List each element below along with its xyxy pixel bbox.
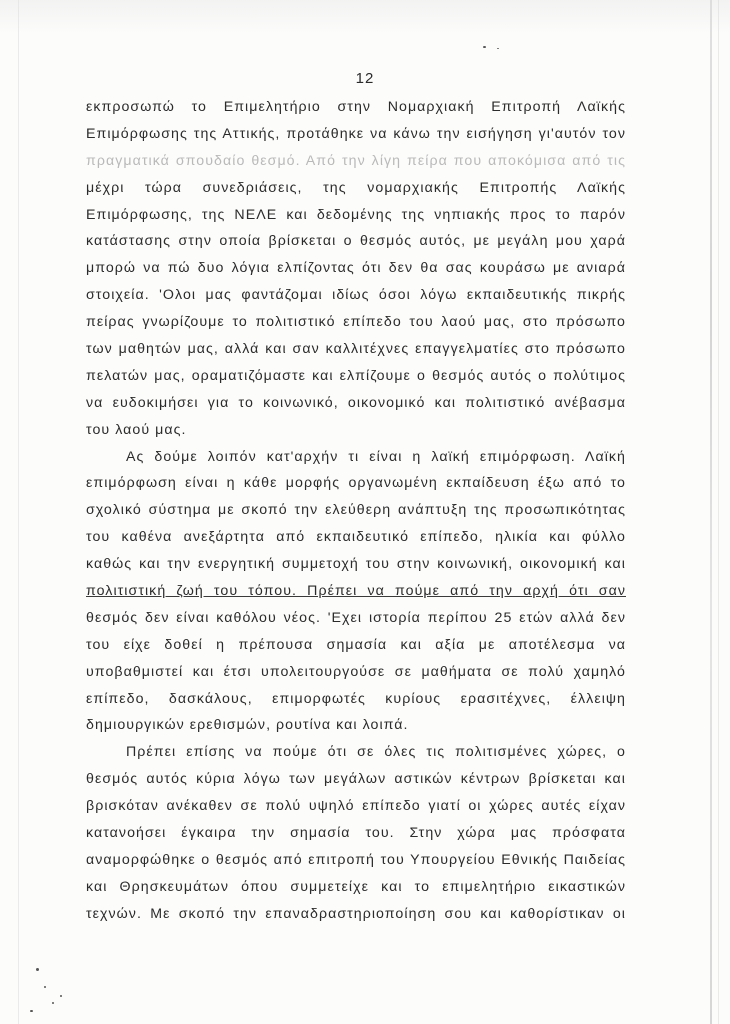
text-line: στοιχεία. 'Ολοι μας φαντάζομαι ιδίως όσοι λόγω εκπαιδευτικής πικρής bbox=[86, 287, 626, 304]
text-line: εκπροσωπώ το Επιμελητήριο στην Νομαρχιακή Επιτροπή Λαϊκής bbox=[86, 99, 626, 115]
text-line: αναμορφώθηκε ο θεσμός από επιτροπή του Υπουργείου Εθνικής Παιδείας bbox=[86, 851, 626, 868]
body-text bbox=[86, 94, 626, 928]
text-line: κατανοήσει έγκαιρα την σημασία του. Στην χώρα μας πρόσφατα bbox=[86, 825, 626, 842]
page-number: 12 bbox=[355, 70, 375, 87]
text-line: κατάστασης στην οποία βρίσκεται ο θεσμός αυτός, με μεγάλη μου χαρά bbox=[86, 233, 626, 250]
text-line: του καθένα ανεξάρτητα από εκπαιδευτικό επίπεδο, ηλικία και φύλλο bbox=[86, 529, 626, 546]
text-line: βρισκόταν ανέκαθεν σε πολύ υψηλό επίπεδο γιατί οι χώρες αυτές είχαν bbox=[86, 798, 626, 815]
scan-speck bbox=[483, 46, 486, 48]
text-line: επίπεδο, δασκάλους, επιμορφωτές κυρίους ερασιτέχνες, έλλειψη bbox=[86, 690, 626, 707]
scan-edge-right-inner bbox=[718, 0, 719, 1024]
scan-edge-right bbox=[710, 0, 712, 1024]
text-line: των μαθητών μας, αλλά και σαν καλλιτέχνες επαγγελματίες στο πρόσωπο bbox=[86, 341, 626, 358]
text-line: σχολικό σύστημα με σκοπό την ελεύθερη ανάπτυξη της προσωπικότητας bbox=[86, 502, 626, 519]
scan-speck bbox=[44, 986, 46, 988]
text-line: του είχε δοθεί η πρέπουσα σημασία και αξία με αποτέλεσμα να bbox=[86, 636, 626, 653]
scan-shadow-top bbox=[0, 0, 730, 34]
scan-speck bbox=[60, 995, 62, 997]
scan-speck bbox=[52, 1002, 54, 1004]
text-line: και Θρησκευμάτων όπου συμμετείχε και το επιμελητήριο εικαστικών bbox=[86, 878, 626, 895]
text-line: του λαού μας. bbox=[86, 421, 187, 438]
text-line: υποβαθμιστεί και έτσι υπολειτουργούσε σε μαθήματα σε πολύ χαμηλό bbox=[86, 663, 626, 680]
text-line: τεχνών. Με σκοπό την επαναδραστηριοποίηση σου και καθορίστικαν οι bbox=[86, 905, 626, 922]
text-line: Επιμόρφωσης, της ΝΕΛΕ και δεδομένης της νηπιακής προς το παρόν bbox=[86, 206, 626, 223]
text-line: μέχρι τώρα συνεδριάσεις, της νομαρχιακής Επιτροπής Λαϊκής bbox=[86, 179, 626, 196]
scan-edge-left bbox=[18, 0, 19, 1024]
text-line: επιμόρφωση είναι η κάθε μορφής οργανωμένη εκπαίδευση έξω από το bbox=[86, 475, 626, 492]
text-line: δημιουργικών ερεθισμών, ρουτίνα και λοιπά. bbox=[86, 717, 409, 734]
scan-speck bbox=[497, 48, 499, 49]
text-line: θεσμός δεν είναι καθόλου νέος. 'Εχει ιστορία περίπου 25 ετών αλλά δεν bbox=[86, 609, 626, 626]
text-line: θεσμός αυτός κύρια λόγω των μεγάλων αστικών κέντρων βρίσκεται και bbox=[86, 771, 626, 788]
text-line: καθώς και την ενεργητική συμμετοχή του στην κοινωνική, οικονομική και bbox=[86, 556, 626, 573]
paragraph-start-line: Πρέπει επίσης να πούμε ότι σε όλες τις πολιτισμένες χώρες, ο bbox=[126, 744, 626, 761]
text-line: πείρας γνωρίζουμε το πολιτιστικό επίπεδο του λαού μας, στο πρόσωπο bbox=[86, 314, 626, 331]
text-line: πραγματικά σπουδαίο θεσμό. Από την λίγη πείρα που αποκόμισα από τις bbox=[86, 152, 626, 169]
text-line: να ευδοκιμήσει για το κοινωνικό, οικονομικό και πολιτιστικό ανέβασμα bbox=[86, 394, 626, 411]
text-line: πελατών μας, οραματιζόμαστε και ελπίζουμε ο θεσμός αυτός ο πολύτιμος bbox=[86, 367, 626, 384]
text-line-underlined: πολιτιστική ζωή του τόπου. Πρέπει να πούμε από την αρχή ότι σαν bbox=[86, 583, 626, 600]
scan-speck bbox=[36, 968, 39, 971]
paragraph-start-line: Ας δούμε λοιπόν κατ'αρχήν τι είναι η λαϊκή επιμόρφωση. Λαϊκή bbox=[126, 448, 626, 465]
scan-speck bbox=[30, 1010, 33, 1012]
text-line: Επιμόρφωσης της Αττικής, προτάθηκε να κάνω την εισήγηση γι'αυτόν τον bbox=[86, 125, 626, 142]
text-line: μπορώ να πώ δυο λόγια ελπίζοντας ότι δεν θα σας κουράσω με ανιαρά bbox=[86, 260, 626, 277]
